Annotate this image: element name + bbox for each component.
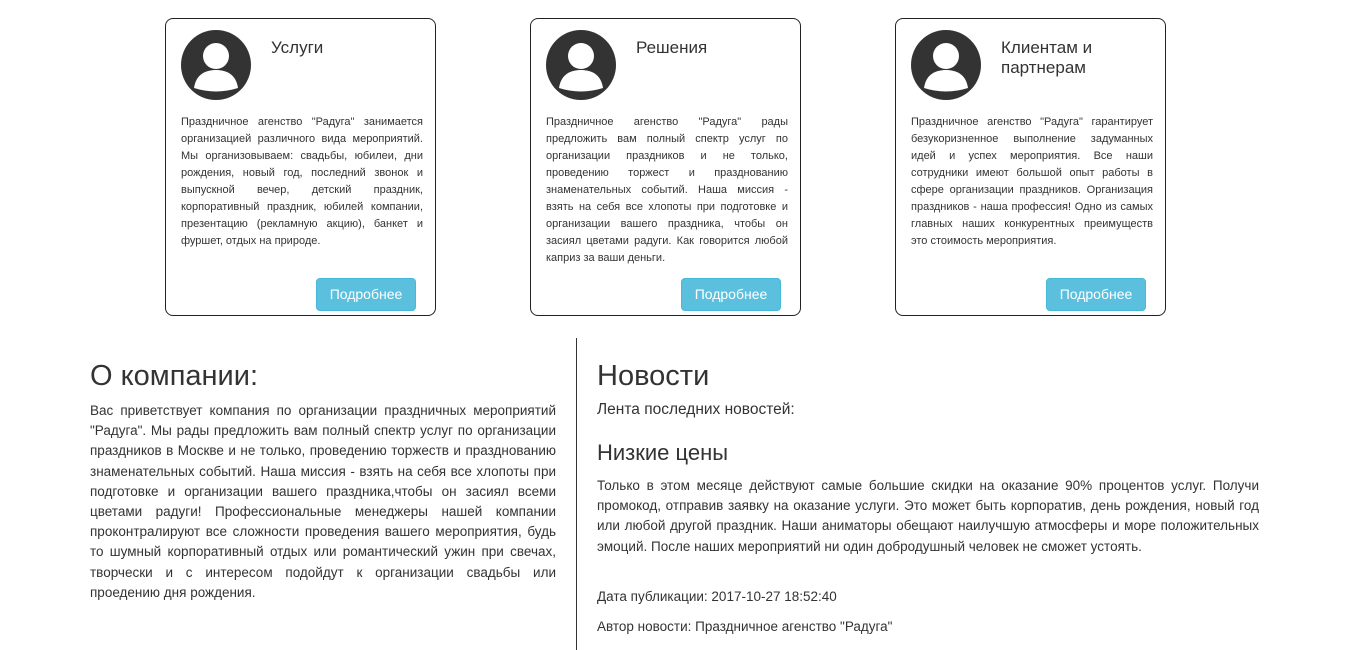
news-title: Новости xyxy=(597,360,710,392)
news-author: Автор новости: Праздничное агенство "Радуга" xyxy=(597,619,893,634)
card-title: Решения xyxy=(636,38,708,57)
card-text: Праздничное агенство "Радуга" гарантирует безукоризненное выполнение задуманных идей и успех мероприятия. Все наши сотрудники имеют большой опыт работы в сфере организации праздников. Организация праздников - наша профессия! Одно из самых главных наших конкурентных преимуществ это стоимость мероприятия. xyxy=(911,116,1153,247)
card-text: Праздничное агенство "Радуга" занимается организацией различного вида мероприятий. Мы организовываем: свадьбы, юбилеи, дни рождения, новый год, последний звонок и выпускной вечер, детский праздник, корпоративный праздник, юбилей компании, презентацию (рекламную акцию), банкет и фуршет, отдых на природе. xyxy=(181,116,423,247)
news-item-text: Только в этом месяце действуют самые большие скидки на оказание 90% процентов услуг. Получи промокод, отправив заявку на оказание услуги. Это может быть корпоратив, день рождения, новый год или любой другой праздник. Наши аниматоры обещают наилучшую атмосферы и море положительных эмоций. После наших мероприятий ни один добродушный человек не сможет устоять. xyxy=(597,478,1259,554)
card-title: Клиентам и партнерам xyxy=(1001,38,1093,77)
news-item-title: Низкие цены xyxy=(597,440,729,465)
card-text: Праздничное агенство "Радуга" рады предложить вам полный спектр услуг по организации праздников и не только, проведению торжест и празднованию знаменательных событий. Наша миссия - взять на себя все хлопоты при подготовке и организации вашего праздника, чтобы он засиял цветами радуги. Как говорится любой каприз за ваши деньги. xyxy=(546,116,788,264)
card-title: Услуги xyxy=(271,38,324,57)
user-avatar-icon xyxy=(180,29,252,101)
news-subtitle: Лента последних новостей: xyxy=(597,401,795,418)
card-services xyxy=(165,18,436,316)
user-avatar-icon xyxy=(545,29,617,101)
about-title: О компании: xyxy=(90,360,258,392)
card-solutions xyxy=(530,18,801,316)
news-date: Дата публикации: 2017-10-27 18:52:40 xyxy=(597,589,837,604)
user-avatar-icon xyxy=(910,29,982,101)
column-divider xyxy=(576,338,577,650)
more-button[interactable]: Подробнее xyxy=(316,278,416,311)
about-text: Вас приветствует компания по организации праздничных мероприятий "Радуга". Мы рады предложить вам полный спектр услуг по организации праздников в Москве и не только, проведению торжеств и празднованию знаменательных событий. Наша миссия - взять на себя все хлопоты при подготовке и организации вашего праздника,чтобы он засиял всеми цветами радуги! Профессиональные менеджеры нашей компании проконтралируют все сложности проведения вашего мероприятия, будь то шумный корпоративный отдых или романтический ужин при свечах, творчески и с интересом подойдут к организации свадьбы или проедению дня рождения. xyxy=(90,403,556,600)
more-button[interactable]: Подробнее xyxy=(681,278,781,311)
card-clients-partners xyxy=(895,18,1166,316)
feature-cards xyxy=(0,18,1350,318)
more-button[interactable]: Подробнее xyxy=(1046,278,1146,311)
